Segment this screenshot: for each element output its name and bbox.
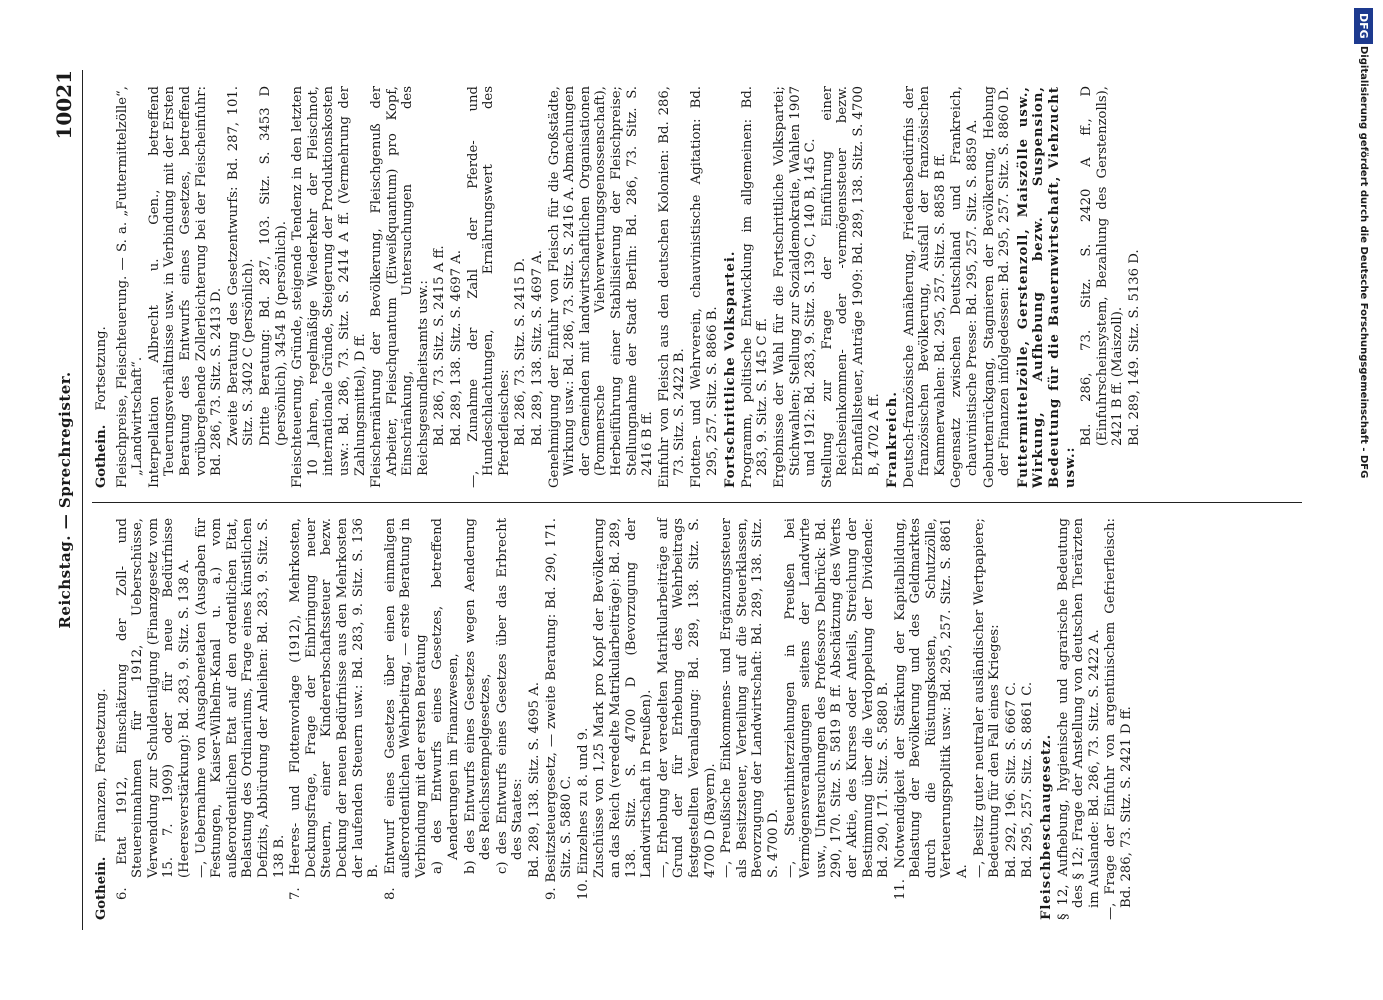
register-entry: —, Erhebung der veredelten Matrikularbeiträge auf Grund der für Erhebung des Wehrbeitrags festgestellten Veranlagung: Bd. 289, 138. Sitz. S. 4700 D (Bayern). [655, 518, 718, 878]
register-entry: Bd. 289, 138. Sitz. S. 4697 A. [449, 250, 465, 446]
register-entry: b) des Entwurfs eines Gesetzes wegen Aenderung des Reichsstempelgesetzes, [462, 518, 494, 874]
register-heading: Futtermittelzölle, Gerstenzoll, Maiszölle usw., Wirkung, Aufhebung bezw. Suspension, Bedeutung für die Bauernwirtschaft, Viehzucht usw.: [1015, 86, 1078, 488]
register-entry: c) des Entwurfs eines Gesetzes über das Erbrecht des Staates: [494, 518, 526, 874]
register-heading: Frankreich. [885, 391, 901, 488]
right-column [94, 86, 1144, 488]
register-entry: Zuschüsse von 1,25 Mark pro Kopf der Bevölkerung an das Reich (veredelte Matrikularbeiträge): Bd. 289, 138. Sitz. S. 4700 D (Bevorzugung der Landwirtschaft in Preußen). [592, 518, 655, 878]
section-context: Fortsetzung. [94, 326, 109, 411]
register-entry: Fleischpreise, Fleischteuerung. — S. a. „Futtermittelzölle“, „Landwirtschaft“. [114, 86, 146, 488]
register-entry: 7. Heeres- und Flottenvorlage (1912), Mehrkosten, Deckungsfrage, Frage der Einbringung neuer Steuern, einer Kindererbschaftssteuer bezw. Deckung der neuen Bedürfnisse aus den Mehrkosten der laufenden Steuern usw.: Bd. 283, 9. Sitz. S. 136 B. [288, 518, 382, 900]
register-entry: —, Zunahme der Zahl der Pferde- und Hundeschlachtungen, Ernährungswert des Pferdefleisches: [465, 86, 512, 488]
register-entry: Genehmigung der Einfuhr von Fleisch für die Großstädte, Wirkung usw.: Bd. 286, 73. Sitz. S. 2416 A. Abmachungen der Gemeinden mit landwirtschaftlichen Organisationen (Pommersche Viehverwertungsgenossenschaft), Herbeiführung einer Stabilisierung der Fleischpreise; Stellungnahme der Stadt Berlin: Bd. 286, 73. Sitz. S. 2416 B ff. [546, 86, 656, 488]
column-heading [94, 86, 110, 488]
register-entry: Dritte Beratung: Bd. 287, 103. Sitz. S. 3453 D (persönlich), 3454 B (persönlich). [257, 86, 289, 446]
page-number: 10021 [52, 70, 76, 140]
register-heading: Fortschrittliche Volkspartei. [723, 250, 739, 488]
register-entry: a) des Entwurfs eines Gesetzes, betreffend Aenderungen im Finanzwesen, [430, 518, 462, 874]
register-entry: Programm, politische Entwicklung im allgemeinen: Bd. 283, 9. Sitz. S. 145 C ff. [739, 86, 771, 488]
register-entry: § 12, Aufhebung, hygienische und agrarische Bedeutung des § 12; Frage der Anstellung von deutschen Tierärzten im Auslande: Bd. 286, 73. Sitz. S. 2422 A. [1055, 518, 1102, 920]
register-entry: Flotten- und Wehrverein, chauvinistische Agitation: Bd. 295, 257. Sitz. S. 8866 B. [688, 86, 720, 488]
register-entry: Zweite Beratung des Gesetzentwurfs: Bd. 287, 101. Sitz. S. 3402 C (persönlich). [225, 86, 257, 446]
register-entry: —, Uebernahme von Ausgabenetaten (Ausgaben für Festungen, Kaiser-Wilhelm-Kanal u. a.) vom außerordentlichen Etat auf den ordentlichen Etat, Belastung des Ordinariums, Frage eines künstlichen Defizits, Abbürdung der Anleihen: Bd. 283, 9. Sitz. S. 138 B. [193, 518, 287, 878]
register-entry: 8. Entwurf eines Gesetzes über einen einmaligen außerordentlichen Wehrbeitrag, — erste Beratung in Verbindung mit der ersten Beratung [382, 518, 429, 900]
register-entry: 10. Einzelnes zu 8. und 9. [575, 727, 591, 900]
register-entry: 11. Notwendigkeit der Stärkung der Kapitalbildung, Belastung der Bevölkerung und des Geldmarktes durch die Rüstungskosten, Schutzzölle, Verteuerungspolitik usw.: Bd. 295, 257. Sitz. S. 8861 A. [892, 518, 971, 900]
left-column [94, 518, 1136, 920]
register-entry: Fleischernährung der Bevölkerung, Fleischgenuß der Arbeiter, Fleischquantum (Eiweißquantum) pro Kopf, Einschränkung, Untersuchungen des Reichsgesundheitsamts usw.: [369, 86, 431, 488]
register-entry: Bd. 286, 73. Sitz. S. 2420 A ff., D (Einfuhrscheinsystem, Bezahlung des Gerstenzolls), 2421 B ff. (Maiszoll). [1079, 86, 1126, 446]
register-entry: Bd. 292, 196. Sitz. S. 6667 C. [1003, 681, 1019, 878]
register-entry: Interpellation Albrecht u. Gen., betreffend Teuerungsverhältnisse usw. in Verbindung mit der Ersten Beratung des Entwurfs eines Gesetzes, betreffend vorübergehende Zollerleichterung bei der Fleischeinfuhr: Bd. 286, 73. Sitz. S. 2413 D. [146, 86, 225, 488]
register-entry: Einfuhr von Fleisch aus den deutschen Kolonien: Bd. 286, 73. Sitz. S. 2422 B. [656, 86, 688, 488]
register-entry: —, Besitz guter neutraler ausländischer Wertpapiere; Bedeutung für den Fall eines Krieges: [971, 518, 1003, 878]
register-entry: Fleischteuerung, Gründe, steigende Tendenz in den letzten 10 Jahren, regelmäßige Wiederkehr der Fleischnot, internationale Gründe, Steigerung der Produktionskosten usw.: Bd. 286, 73. Sitz. S. 2414 A ff. (Vermehrung der Zahlungsmittel), D ff. [290, 86, 368, 488]
register-entry: Bd. 286, 73. Sitz. S. 2415 D. [513, 257, 529, 446]
section-context: Finanzen, Fortsetzung. [94, 688, 109, 843]
register-entry: Bd. 295, 257. Sitz. S. 8861 C. [1020, 681, 1036, 878]
dfg-logo: DFG [1354, 8, 1373, 44]
page-header [52, 70, 82, 930]
column-heading [94, 518, 110, 920]
register-entry: —, Frage der Einfuhr von argentinischem Gefrierfleisch: Bd. 286, 73. Sitz. S. 2421 D ff. [1103, 518, 1134, 920]
page-title: Reichstag. — Sprechregister. [56, 371, 74, 629]
register-entry: Ergebnisse der Wahl für die Fortschrittliche Volkspartei; Stichwahlen; Stellung zur Sozialdemokratie, Wahlen 1907 und 1912: Bd. 283, 9. Sitz. S. 139 C, 140 B, 145 C. [771, 86, 819, 488]
register-heading: Fleischbeschaugesetz. [1039, 733, 1055, 920]
register-entry: Bd. 289, 138. Sitz. S. 4697 A. [530, 250, 546, 446]
side-margin [1353, 0, 1383, 1000]
column-divider [92, 502, 1302, 503]
register-entry: —, Preußische Einkommens- und Ergänzungssteuer als Besitzsteuer, Verteilung auf die Steuerklassen, Bevorzugung der Landwirtschaft: Bd. 289, 138. Sitz. S. 4700 D. [719, 518, 781, 878]
register-entry: Deutsch-französische Annäherung, Friedensbedürfnis der französischen Bevölkerung, Ausfall der französischen Kammerwahlen: Bd. 295, 257. Sitz. S. 8858 B ff. [901, 86, 948, 488]
register-entry: Stellung zur Frage der Einführung einer Reichseinkommen- oder -vermögenssteuer bezw. Erbanfallsteuer, Anträge 1909: Bd. 289, 138. Sitz. S. 4700 B, 4702 A ff. [819, 86, 882, 488]
register-entry: 9. Besitzsteuergesetz, — zweite Beratung: Bd. 290, 171. Sitz. S. 5880 C. [543, 518, 575, 900]
register-entry: —, Steuerhinterziehungen in Preußen bei Vermögensveranlagungen seitens der Landwirte usw., Untersuchungen des Professors Delbrück: Bd. 290, 170. Sitz. S. 5819 B ff. Abschätzung des Werts der Aktie, des Kurses oder Anteils, Streichung der Bestimmung über die Verdoppelung der Dividende: Bd. 290, 171. Sitz. S. 5880 B. [782, 518, 892, 878]
header-rule [82, 70, 83, 930]
speaker-name: Gothein. [94, 424, 109, 488]
register-entry: Gegensatz zwischen Deutschland und Frankreich, chauvinistische Presse: Bd. 295, 257. Sitz. S. 8859 A. [949, 86, 981, 488]
register-entry: Bd. 289, 138. Sitz. S. 4695 A. [527, 682, 543, 878]
register-entry: Geburtenrückgang, Stagnieren der Bevölkerung, Hebung der Finanzen infolgedessen: Bd. 295, 257. Sitz. S. 8860 D. [981, 86, 1013, 488]
register-entry: Bd. 286, 73. Sitz. S. 2415 A ff. [432, 245, 448, 446]
register-entry: Bd. 289, 149. Sitz. S. 5136 D. [1127, 249, 1142, 446]
register-entry: 6. Etat 1912, Einschätzung der Zoll- und Steuereinnahmen für 1912, Ueberschüsse, Verwendung zur Schuldentilgung (Finanzgesetz vom 15. 7. 1909) oder für neue Bedürfnisse (Heeresverstärkung): Bd. 283, 9. Sitz. S. 138 A. [114, 518, 192, 900]
digitization-credit: Digitalisierung gefördert durch die Deutsche Forschungsgemeinschaft - DFG [1358, 46, 1369, 479]
speaker-name: Gothein. [94, 856, 109, 920]
